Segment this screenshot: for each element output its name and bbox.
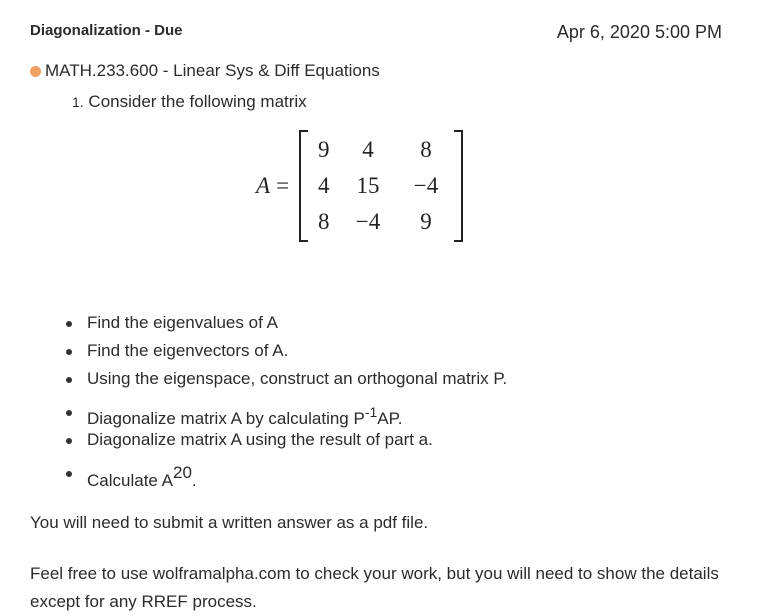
submit-note: You will need to submit a written answer as a pdf file. bbox=[30, 513, 429, 532]
matrix-cell: 9 bbox=[420, 209, 432, 234]
question-prompt bbox=[72, 92, 307, 112]
matrix-left-bracket bbox=[299, 130, 308, 242]
task-text: Find the eigenvalues of A bbox=[87, 313, 278, 332]
matrix-cell: −4 bbox=[413, 173, 439, 198]
course-status-dot-icon bbox=[30, 66, 41, 77]
list-item bbox=[62, 456, 507, 489]
task-text: Find the eigenvectors of A. bbox=[87, 341, 289, 360]
matrix-cell: 4 bbox=[318, 173, 330, 198]
task-list bbox=[62, 311, 507, 489]
course-name: MATH.233.600 - Linear Sys & Diff Equations bbox=[45, 61, 380, 80]
task-text: AP. bbox=[377, 409, 403, 428]
matrix-lhs bbox=[256, 173, 289, 199]
task-text: Using the eigenspace, construct an orthogonal matrix P. bbox=[87, 369, 508, 388]
superscript: 20 bbox=[173, 463, 192, 482]
superscript: -1 bbox=[364, 404, 378, 420]
matrix-equation bbox=[256, 130, 463, 242]
course-line bbox=[30, 61, 380, 81]
due-date: Apr 6, 2020 5:00 PM bbox=[556, 22, 722, 42]
question-text: Consider the following matrix bbox=[88, 92, 307, 111]
list-item bbox=[62, 428, 507, 456]
list-item bbox=[62, 311, 507, 339]
matrix-cell: 15 bbox=[356, 173, 380, 198]
matrix-cell: 9 bbox=[318, 137, 330, 162]
task-text: Diagonalize matrix A using the result of part a. bbox=[87, 430, 433, 449]
equals-sign: = bbox=[276, 173, 290, 198]
matrix-grid bbox=[308, 132, 454, 240]
list-item bbox=[62, 395, 507, 428]
matrix-cell: −4 bbox=[355, 209, 381, 234]
matrix-cell: 8 bbox=[318, 209, 330, 234]
matrix-cell: 4 bbox=[362, 137, 374, 162]
list-item bbox=[62, 339, 507, 367]
check-note: Feel free to use wolframalpha.com to check your work, but you will need to show the details except for any RREF process. bbox=[30, 564, 719, 611]
list-item bbox=[62, 367, 507, 395]
task-text: Diagonalize matrix A by calculating P bbox=[87, 409, 365, 428]
matrix-cell: 8 bbox=[420, 137, 432, 162]
assignment-title: Diagonalization - Due bbox=[30, 22, 183, 39]
task-text: Calculate A bbox=[87, 471, 173, 490]
task-text: . bbox=[191, 471, 197, 490]
matrix-label: A bbox=[256, 173, 271, 198]
question-number: 1. bbox=[72, 94, 84, 110]
matrix-right-bracket bbox=[454, 130, 463, 242]
